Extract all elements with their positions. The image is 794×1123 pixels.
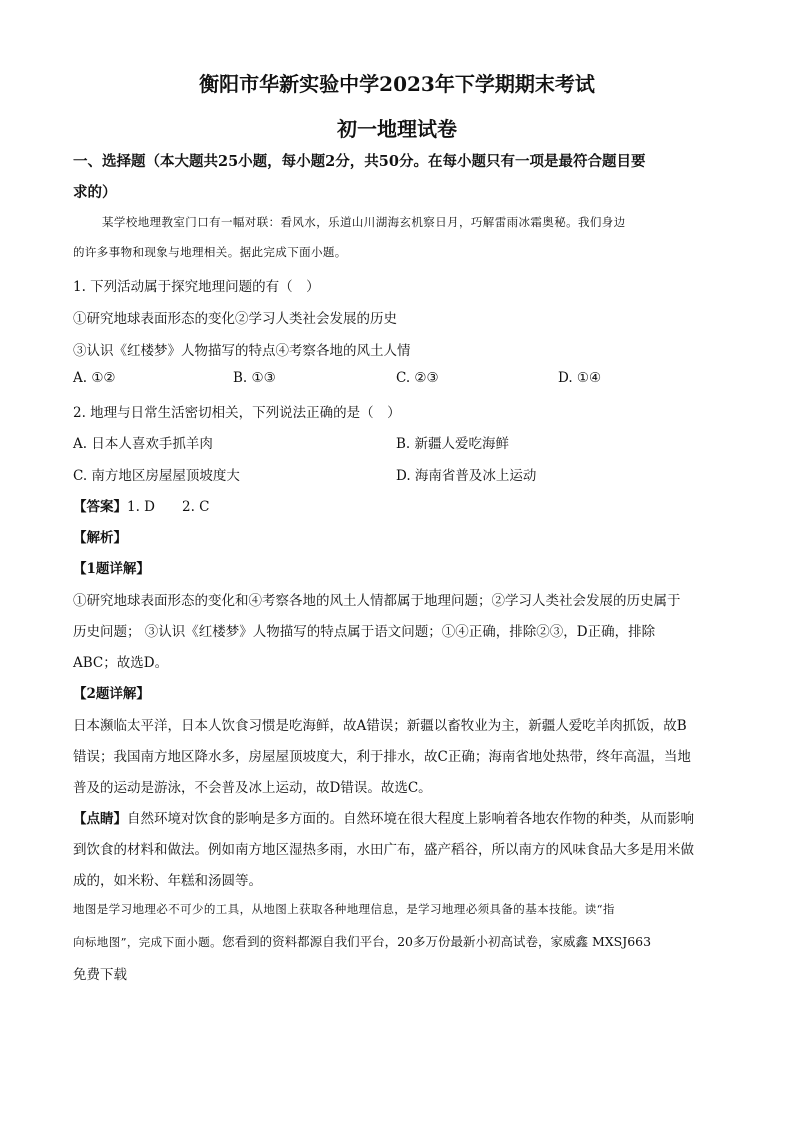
- question-1-option-b: B. ①③: [233, 370, 276, 386]
- detail-2-text-end: 普及的运动是游泳，不会普及冰上运动，故D错误。故选C。: [73, 780, 432, 796]
- detail-1-label: 【1题详解】: [73, 561, 150, 577]
- question-2-stem: 2. 地理与日常生活密切相关，下列说法正确的是（ ）: [73, 405, 401, 421]
- question-2-option-b: B. 新疆人爱吃海鲜: [396, 436, 510, 452]
- detail-2-label: 【2题详解】: [73, 686, 150, 702]
- question-1-stem: 1. 下列活动属于探究地理问题的有（ ）: [73, 279, 320, 295]
- tip-line: [73, 807, 694, 827]
- passage-intro-cont: 的许多事物和现象与地理相关。据此完成下面小题。: [73, 245, 347, 259]
- tip-text-end: 成的，如米粉、年糕和汤圆等。: [73, 873, 262, 889]
- exam-title: 衡阳市华新实验中学2023年下学期期末考试: [199, 72, 595, 96]
- tip-text-cont: 到饮食的材料和做法。例如南方地区湿热多雨，水田广布，盛产稻谷，所以南方的风味食品大多是用米做: [73, 842, 694, 858]
- question-1-item-b: ③认识《红楼梦》人物描写的特点④考察各地的风土人情: [73, 343, 411, 359]
- passage-intro-2: 地图是学习地理必不可少的工具，从地图上获取各种地理信息，是学习地理必须具备的基本技能。读“指: [73, 902, 615, 916]
- detail-1-text-cont: 历史问题； ③认识《红楼梦》人物描写的特点属于语文问题；①④正确，排除②③，D正确，排除: [73, 624, 656, 640]
- detail-1-text: ①研究地球表面形态的变化和④考察各地的风土人情都属于地理问题；②学习人类社会发展的历史属于: [73, 593, 681, 609]
- answer-label: 【答案】: [73, 499, 127, 515]
- question-1-item-a: ①研究地球表面形态的变化②学习人类社会发展的历史: [73, 311, 397, 327]
- tip-label: 【点睛】: [73, 811, 127, 827]
- question-2-option-d: D. 海南省普及冰上运动: [396, 468, 537, 484]
- answer-text: 1. D 2. C: [127, 499, 210, 515]
- question-1-option-d: D. ①④: [558, 370, 602, 386]
- question-2-option-a: A. 日本人喜欢手抓羊肉: [73, 436, 213, 452]
- section-heading: 一、选择题（本大题共25小题，每小题2分，共50分。在每小题只有一项是最符合题目要: [73, 153, 646, 170]
- paper-subtitle: 初一地理试卷: [337, 117, 457, 141]
- question-1-option-a: A. ①②: [73, 370, 116, 386]
- detail-1-text-end: ABC；故选D。: [73, 655, 169, 671]
- passage-intro-2-end: 向标地图”，完成下面小题。: [73, 935, 223, 949]
- detail-2-text-cont: 错误；我国南方地区降水多，房屋屋顶坡度大，利于排水，故C正确；海南省地处热带，终年高温，当地: [73, 749, 691, 765]
- question-1-option-c: C. ②③: [396, 370, 439, 386]
- watermark-notice-end: 免费下载: [73, 967, 127, 983]
- detail-2-text: 日本濒临太平洋，日本人饮食习惯是吃海鲜，故A错误；新疆以畜牧业为主，新疆人爱吃羊肉抓饭，故B: [73, 718, 687, 734]
- passage-intro: 某学校地理教室门口有一幅对联：看风水，乐道山川湖海玄机察日月，巧解雷雨冰霜奥秘。我们身边: [102, 215, 626, 229]
- tip-text: 自然环境对饮食的影响是多方面的。自然环境在很大程度上影响着各地农作物的种类，从而影响: [127, 811, 694, 827]
- analysis-label: 【解析】: [73, 530, 127, 546]
- passage-intro-2-cont: [73, 932, 651, 950]
- watermark-notice: 您看到的资料都源自我们平台，20多万份最新小初高试卷，家威鑫 MXSJ663: [222, 934, 652, 949]
- section-heading-cont: 求的）: [73, 184, 117, 201]
- answer-line: [73, 495, 210, 515]
- question-2-option-c: C. 南方地区房屋屋顶坡度大: [73, 468, 240, 484]
